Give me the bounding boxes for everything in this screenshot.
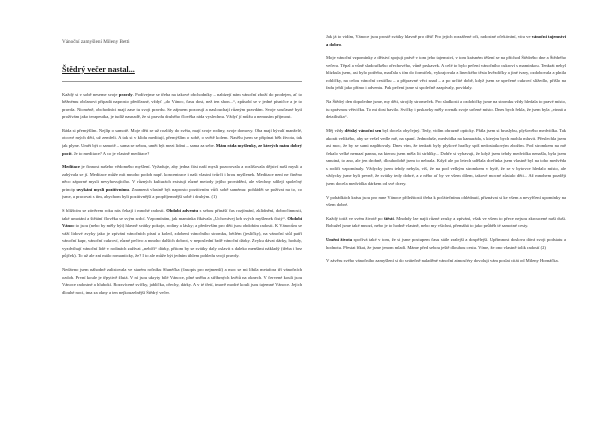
paragraph [62, 127, 302, 157]
bold-text: uvykání mysli pozitivnímu [76, 186, 129, 192]
paragraph [326, 54, 566, 92]
text-run: . Podívejme se třeba na takové obchodníky – nabízejí nám vánoční zboží do prodejen, ať to běžnému občanovi připadá naprosto předčasné, vždyť „do Vánoc, času dost, než ten shon...“, způsobí se v jedné písničce a je to pravda. Nicméně, obchodníci mají zase tu svoji pravdu. Se zájmem pozorují a naslouchají různým pravdám. Svoje současné bytí prožívám jako terapeutka, je tudíž nasnadě, že si pravdu druhého člověka ráda vyslechnu. Vždyť jí můžu a nemusím přijmout. [62, 91, 302, 120]
paragraph [62, 207, 302, 260]
left-column [62, 0, 302, 424]
text-run: Jak já to vidím, Vánoce jsou prostě svátky hlavně pro děti! Pro jejich rozzářené oči, radostné očekávání, víra ve [326, 34, 532, 39]
blog-name: Vánoční zamyšlení Mileny Betti [62, 39, 130, 45]
paragraph [62, 163, 302, 201]
text-run: . [340, 41, 343, 47]
bold-text: vánoční tajemství a dobro [326, 34, 566, 47]
text-run: . Je to meditace? A co je vlastně meditace? [71, 150, 150, 156]
bold-text: Uměni života [326, 237, 353, 243]
paragraph [326, 257, 566, 265]
text-run: byl docela obyčejný. Tedy, vidím obrazně opticky. Přála jsem si bruslybu, plyšového medvídka. Tak akorát velikého, aby se vešel vedle mě, na spaní. Jednoduše, medvídka na kamaráda, s kterým bych mohla mluvit. Přeslechla jsem asi moc, že by se sami naplňovaly. Dnes vím, že tenkrát byly plyšové hračky spíš nedostatkovým zbožím. Pod stromkem na mě čekalo velké nemazí panna, na kterou jsem měla lit strhlíky... Dobře si vybavuji, že když jsem tehdy medvídka nenašla, byla jsem smutná, to ano, ale jen drobně, dlouhodobě jsem to nebrala. Když ale po letech udělala dceřinka jsem vlastně byl na toho medvěda s rodiči vzpomínaly. Vždycky jsem tehdy nebyla, víš, že na pod velkým stromkem v bytě, že se v bytovce hledalo místo, ale vždycky jsme byli pevně, že svátky tedy dobré, a z něho ať by ve všem dílem, takové mocné zůstalo děti... Až mnohem později jsem docela medvídka dárkem od své dcery. [326, 128, 566, 186]
text-run: V závěru svého vánočního zamyšlení si do svátečně naladěné vánoční atmosféry dovoluji vám poslat citát od Mileny Hornáčka. [326, 258, 559, 264]
bold-text: Mám ráda myšlenky, ze kterých mám dobrý pocit [62, 142, 302, 156]
text-run: Na Štědrý den dopoledne jsme, my děti, strojily stromeček. Pro sladkosti a ozdobičky jsme na stromku vždy hledala to pravé místo, tu správnou větvičku. To mi dost bavilo. Svíčky i prskavky měly rovnák svoje určené místo. Dnes bych řekla, že jsem byla „vinná a detailistka“. [326, 99, 566, 120]
paragraph [326, 127, 566, 187]
post-title[interactable]: Štědrý večer nastal... [62, 64, 135, 74]
text-run: Každý si v sobě neseme svoje [62, 91, 119, 97]
text-run: Moje vánoční vzpomínky z dětství spojuji právě v tom jeho tajemství, v tom krásném těšení se na příchod Štědrého dne a Štědrého večera. Těpzl a vůně sladoučkého ořechového, vůně prskavek. A celé to bylo pečení vánočního cukroví s maminkou. Tenkrát nebyl blízkula jsem, asi bylo potřeba, maďala s tím do formiček, vykrajovala z lineckého těsta hvězdičky a jiné tvary, ozdobovala a plnila rohlíčky, na celou vánoční cestičku – a přípravné věci snad – a po určité době, když jsem se upečené cukroví slížedlo, přišlo na řadu jehlí jako přímo i adventu. Pak pečení jsme si společně zazpívaly, povídaly. [326, 55, 566, 91]
paragraph [326, 194, 566, 209]
paragraph [326, 236, 566, 251]
paragraph [62, 266, 302, 296]
title-divider [62, 81, 302, 82]
bold-text: Meditace [62, 164, 80, 170]
bold-text: pravdy [118, 91, 133, 97]
text-run: V pohádkách krásu jsou pro mne Vánoce příležitostí třeba k počátečnímu ohlédnutí, přiznávat si ke všem a nevyřčení upomínky na všem dobré. [326, 194, 566, 208]
paragraph [326, 98, 566, 121]
text-run: Ráda si přemýšlím. Nejlíp o samotě. Moje děti se už rozlítly do světa, mají svoje rodiny, svoje domovy. Oba mají bývalí manželé, otcové mých dětí, už zemřeli. A tak si v klidu meditují, přemýšlím o sobě, o světě kolem. Nasělu jsem se připínat běh života, tak jak plyne. Umět být o samotě – sama se sebou, umět být mezi lidmi – sama za sebe. [62, 127, 302, 148]
bold-text: štěstí [383, 215, 394, 221]
text-run: . Znamená vlastně být naprosto pozitivním vůči sobě samému: pohládět se požívat na to, co jsme, a pracovat s tím, abychom byli pozitivnější a propříjemnější sobě i druhým. (1) [62, 186, 302, 200]
paragraph [326, 215, 566, 230]
bold-text: Období Vánoc [62, 215, 302, 229]
text-run: Každý totiž ve svém životě po [326, 215, 384, 221]
text-run: je činnost našeho vědomého myšlení. Vyžaduje, aby jedna část naší mysli pozorovala a rozlišovala dějství naší mysli a zabývala se jí. Meditace může mít mnoho podob např. koncentrace i naši vlastní tvůrčí i hrou myšlenek. Meditace není ne činěno něco záporné mysli nevyhovujícího. V různých kulturách existují různé metody jejího provádění, ale všechny sdílejí společný princip [62, 164, 302, 192]
text-run: . Mnohdy lze najít různé zvuky a zpívání, však ve všem to přece nejsou zkroucené naši duši. Bohužel jsme také mnozí, nebo je to hodně vlastně, nebo my všichni, přemáhá to jako průběh té samotné cesty. [326, 215, 566, 229]
text-run: S blížícím se závěrem roku nás čekají i mnohé radosti. [62, 208, 167, 214]
text-run: Měj vždy [326, 128, 345, 134]
bold-text: dětský vánoční sen [344, 128, 382, 134]
text-run: Nedávno jsem náhodně zalistovala ve starém ročníku Slunéčka (časopis pro nejmenší) a moc se mi líbila metafora tří vánočních ozdob. První koule je třpytivě žlutá. V ní jsou ukryty bílé Vánoce, plné sněhu a stříbrných květů na oknech. V červené kouli jsou Vánoce radostné a hlubokí. Rozsvícené svíčky, jablíčka, ořechy, dárky. A v té třetí, tmavě modré kouli jsou tajemné Vánoce. Jejich dlouhé noci, tma za okny a ten nejkouzelnější Štědrý večer. [62, 267, 302, 295]
text-run: s sebou přináší čas rozjímání, zklidnění, dobročinnosti, také umotání a štětání člověka se svým srdcí. Vzpomínám, jak maminka říkávala „Uchovávej krb svých myšlenek čistý“. [62, 208, 302, 221]
text-run: to jsou (nebo by měly být) hlavně svátky pokoje, rodiny a lásky; a především pro děti jsou obdobím radosti. K Vánocům se váží lidové zvyky jako je zpívání vánočních písní a koled, zdobení vánočního stromku, bétlém (jesličky), na vánoční stůl patří vánoční kapr, vánoční cukroví, různé pečivo a mnoho dalších dobrot, v neposlední řadě vánoční dárky. Zvyku dávat dárky, hoduly, vyzdvihují vánoční lidé v rodinách zažívat „nebíčí“ dárky, přitom by se svátky daly oslavit s daleko menšími nákladý (třeba i bez půjček). To už ale zní málo romanticky, že? I to ale může být jedním úhlem pohledu svojí pravdy. [62, 223, 302, 259]
paragraph [326, 33, 566, 48]
paragraph [62, 91, 302, 121]
text-run: spočívá také v tom, že si jsme postupem času stále zralejší a dospělejší. Upřímnost doslova dává svoji podstatu a hodnotu. Přestat říkat, že jsme jenom mladí. Máme před sebou ještě dlouhou cestu. Víme, že ono vlastně tolik radostí (2) [326, 237, 566, 250]
right-column [326, 0, 566, 424]
bold-text: Období adventu [166, 208, 199, 214]
